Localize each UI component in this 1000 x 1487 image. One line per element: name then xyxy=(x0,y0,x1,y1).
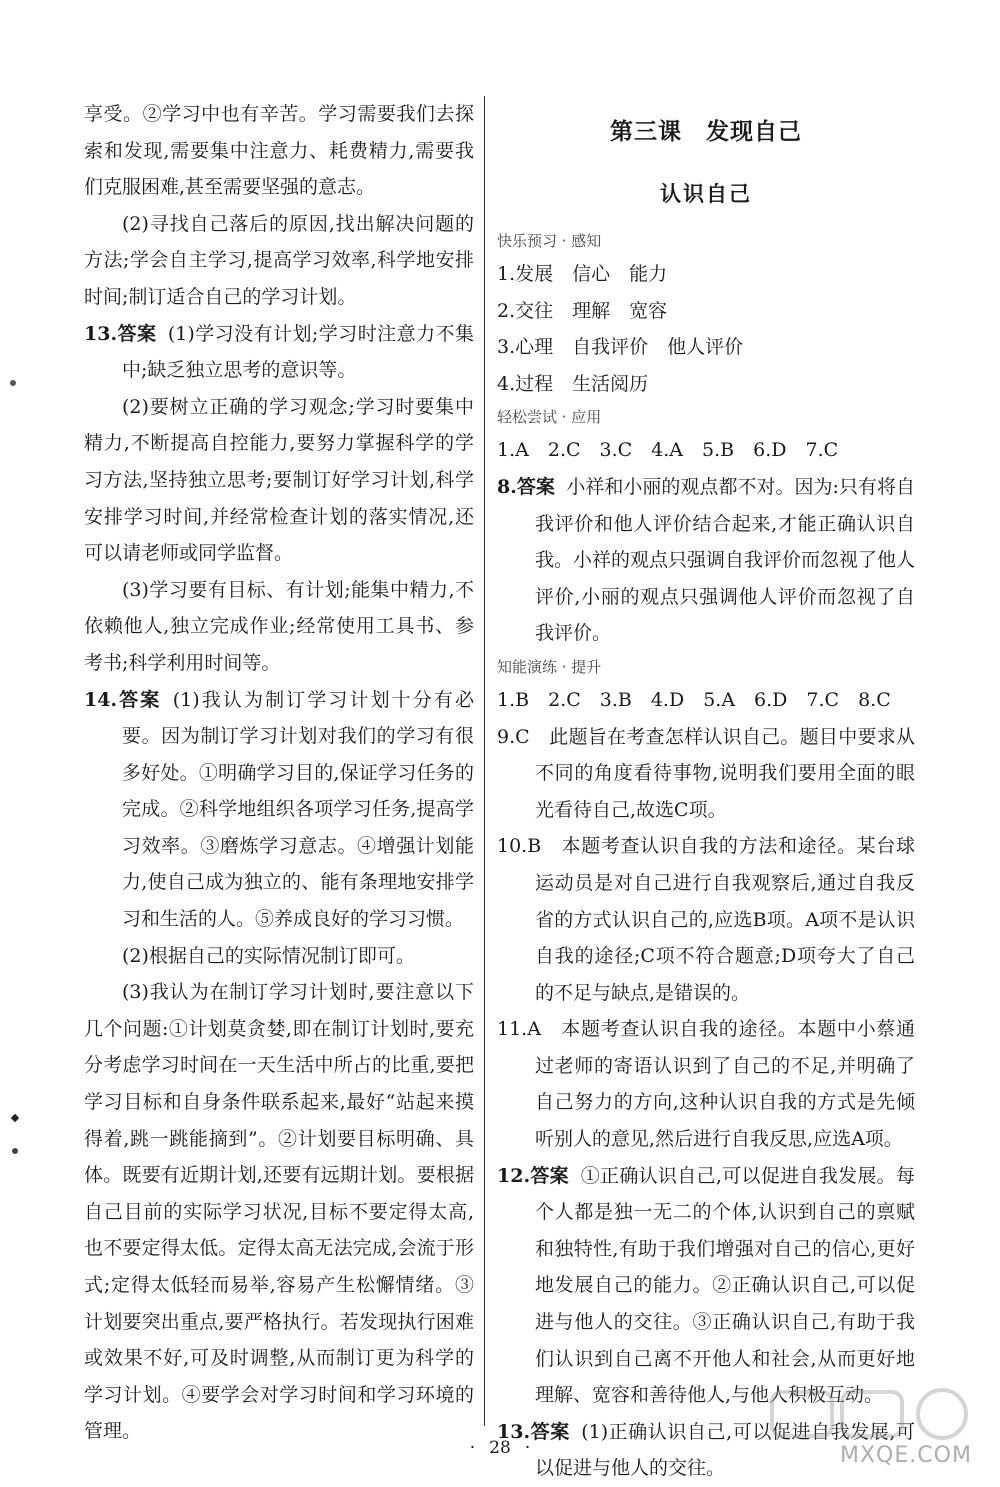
paragraph: (2)要树立正确的学习观念;学习时要集中精力,不断提高自控能力,要努力掌握科学的学习方法,坚持独立思考;要制订好学习计划,科学安排学习时间,并经常检查计划的落实情况,还可以请老师或同学监督。 xyxy=(84,395,474,565)
answer-text: (1)正确认识自己,可以促进自我发展,可以促进与他人的交往。 xyxy=(535,1420,915,1480)
paragraph: (2)寻找自己落后的原因,找出解决问题的方法;学会自主学习,提高学习效率,科学地安排时间;制订适合自己的学习计划。 xyxy=(84,212,474,308)
answer-label: 答案 xyxy=(516,475,555,498)
column-divider xyxy=(484,96,485,1426)
paragraph: (3)我认为在制订学习计划时,要注意以下几个问题:①计划莫贪婪,即在制订计划时,要充分考虑学习时间在一天生活中所占的比重,要把学习目标和自身条件联系起来,最好“站起来摸得着,跳一跳能摘到”。②计划要目标明确、具体。既要有近期计划,还要有远期计划。要根据自己目前的实际学习状况,目标不要定得太高,也不要定得太低。定得太高无法完成,会流于形式;定得太低轻而易举,容易产生松懈情绪。③计划要突出重点,要严格执行。若发现执行困难或效果不好,可及时调整,从而制订更为科学的学习计划。④要学会对学习时间和学习环境的管理。 xyxy=(84,981,474,1443)
answer-11: 11.A 本题考查认识自我的途径。本题中小蔡通过老师的寄语认识到了自己的不足,并明确了自己努力的方向,这种认识自我的方式是先倾听别人的意见,然后进行自我反思,应选A项。 xyxy=(497,1018,915,1151)
paragraph: (2)根据自己的实际情况制订即可。 xyxy=(122,944,415,967)
paragraph: 享受。②学习中也有辛苦。学习需要我们去探索和发现,需要集中注意力、耗费精力,需要我们克服困难,甚至需要坚强的意志。 xyxy=(84,103,474,199)
answer-label: 答案 xyxy=(530,1164,569,1187)
scan-mark xyxy=(11,1114,19,1122)
section-title: 认识自己 xyxy=(660,182,752,206)
preview-answer: 4.过程 生活阅历 xyxy=(497,372,649,395)
answer-label: 答案 xyxy=(117,322,157,345)
watermark-text: MXQE.COM xyxy=(840,1443,972,1468)
answer-label: 答案 xyxy=(117,688,162,711)
section-heading: 轻松尝试 · 应用 xyxy=(497,408,602,427)
question-number: 13. xyxy=(497,1420,531,1443)
page-number: · 28 · xyxy=(469,1438,531,1458)
preview-answer: 1.发展 信心 能力 xyxy=(497,263,668,285)
question-number: 14. xyxy=(84,688,118,711)
question-number: 8. xyxy=(497,475,517,498)
answer-10: 10.B 本题考查认识自我的方法和途径。某台球运动员是对自己进行自我观察后,通过自我反省的方式认识自己的,应选B项。A项不是认识自我的途径;C项不符合题意;D项夸大了自己的不足与缺点,是错误的。 xyxy=(497,835,915,1004)
answer-text: (1)我认为制订学习计划十分有必要。因为制订学习计划对我们的学习有很多好处。①明确学习目的,保证学习任务的完成。②科学地组织各项学习任务,提高学习效率。③磨炼学习意志。④增强计划能力,使自己成为独立的、能有条理地安排学习和生活的人。⑤养成良好的学习习惯。 xyxy=(122,688,474,931)
scan-mark xyxy=(12,1148,18,1154)
section-heading: 知能演练 · 提升 xyxy=(497,657,602,676)
choice-answers: 1.A 2.C 3.C 4.A 5.B 6.D 7.C xyxy=(497,439,839,462)
answer-12 xyxy=(497,1158,915,1414)
answer-text: 小祥和小丽的观点都不对。因为:只有将自我评价和他人评价结合起来,才能正确认识自我。小祥的观点只强调自我评价而忽视了他人评价,小丽的观点只强调他人评价而忽视了自我评价。 xyxy=(535,475,916,645)
preview-answer: 2.交往 理解 宽容 xyxy=(497,299,668,322)
choice-answers: 1.B 2.C 3.B 4.D 5.A 6.D 7.C 8.C xyxy=(497,688,891,711)
section-heading: 快乐预习 · 感知 xyxy=(497,232,602,250)
answer-9: 9.C 此题旨在考查怎样认识自己。题目中要求从不同的角度看待事物,说明我们要用全面的眼光看待自己,故选C项。 xyxy=(497,725,915,821)
answer-label: 答案 xyxy=(530,1420,570,1443)
question-number: 13. xyxy=(84,322,118,345)
answer-text: (1)学习没有计划;学习时注意力不集中;缺乏独立思考的意识等。 xyxy=(122,322,474,382)
answer-text: ①正确认识自己,可以促进自我发展。每个人都是独一无二的个体,认识到自己的禀赋和独特性,有助于我们增强对自己的信心,更好地发展自己的能力。②正确认识自己,可以促进与他人的交往。③正确认识自己,有助于我们认识到自己离不开他人和社会,从而更好地理解、宽容和善待他人,与他人积极互动。 xyxy=(535,1164,915,1407)
lesson-title: 第三课 发现自己 xyxy=(610,119,802,145)
right-column xyxy=(497,96,915,1487)
left-column xyxy=(84,96,474,1450)
answer-14 xyxy=(84,682,474,938)
answer-13 xyxy=(84,316,474,389)
paragraph: (3)学习要有目标、有计划;能集中精力,不依赖他人,独立完成作业;经常使用工具书、参考书;科学利用时间等。 xyxy=(84,578,474,674)
preview-answer: 3.心理 自我评价 他人评价 xyxy=(497,336,744,359)
question-number: 12. xyxy=(497,1164,531,1187)
scan-mark xyxy=(10,380,16,386)
page-number-text: 28 xyxy=(489,1438,511,1458)
answer-8 xyxy=(497,469,915,652)
